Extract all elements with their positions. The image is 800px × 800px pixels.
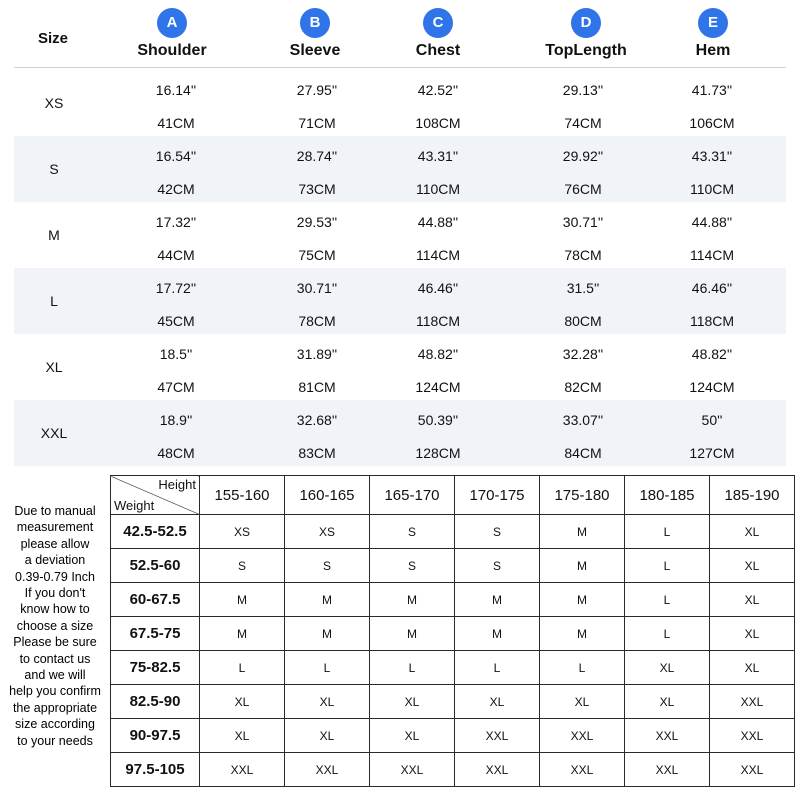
size-cell: M [200,583,285,617]
size-cell: XXL [200,753,285,787]
size-cell: XL [370,719,455,753]
chest-inches: 50.39'' [417,412,459,428]
size-cell: L [625,515,710,549]
size-label: S [49,161,59,177]
size-cell: XS [200,515,285,549]
size-chart [14,0,786,466]
size-cell: XXL [710,719,795,753]
shoulder-inches: 17.72'' [155,280,197,296]
size-cell: M [285,617,370,651]
hem-cm: 106CM [689,115,735,131]
size-recommendation-table [110,475,795,787]
chest-inches: 42.52'' [417,82,459,98]
toplength-cm: 76CM [564,181,602,197]
size-cell: M [370,583,455,617]
toplength-inches: 32.28'' [562,346,604,362]
height-header: 180-185 [625,476,710,515]
size-label: L [50,293,58,309]
height-axis-label: Height [158,477,196,492]
badge-d: D [571,8,601,38]
chest-cm: 128CM [415,445,461,461]
hem-cm: 127CM [689,445,735,461]
sleeve-cm: 78CM [298,313,336,329]
note-line: choose a size [16,618,94,633]
note-line: please allow [20,536,90,551]
sleeve-inches: 28.74'' [296,148,338,164]
weight-label: 60-67.5 [111,583,200,617]
toplength-cm: 78CM [564,247,602,263]
sleeve-cm: 73CM [298,181,336,197]
shoulder-cm: 42CM [157,181,195,197]
badge-a: A [157,8,187,38]
size-cell: XXL [710,753,795,787]
size-cell: M [200,617,285,651]
shoulder-inches: 18.5'' [159,346,193,362]
height-header-row [111,476,795,515]
height-header: 155-160 [200,476,285,515]
size-cell: XL [710,651,795,685]
chest-cm: 124CM [415,379,461,395]
note-line: Please be sure [13,635,97,650]
hem-inches: 50'' [701,412,723,428]
size-cell: XXL [710,685,795,719]
sleeve-cm: 81CM [298,379,336,395]
column-header-shoulder [92,8,252,60]
toplength-inches: 29.92'' [562,148,604,164]
size-cell: XL [285,719,370,753]
note-line: measurement [16,520,94,535]
badge-e: E [698,8,728,38]
size-label: XS [44,95,64,111]
note-line: If you don't [24,586,86,601]
note-line: Due to manual [14,504,96,518]
weight-label: 67.5-75 [111,617,200,651]
weight-label: 75-82.5 [111,651,200,685]
height-header: 170-175 [455,476,540,515]
weight-row [111,753,795,787]
hem-inches: 41.73'' [691,82,733,98]
height-header: 185-190 [710,476,795,515]
size-cell: XL [200,685,285,719]
size-column-header: Size [38,30,69,47]
size-cell: XL [710,617,795,651]
sleeve-inches: 32.68'' [296,412,338,428]
chest-cm: 118CM [415,313,461,329]
size-cell: M [540,515,625,549]
hem-cm: 118CM [689,313,735,329]
size-cell: M [540,549,625,583]
weight-label: 52.5-60 [111,549,200,583]
size-cell: S [455,515,540,549]
height-header: 165-170 [370,476,455,515]
size-cell: XL [540,685,625,719]
size-cell: M [370,617,455,651]
size-cell: XL [710,549,795,583]
size-cell: L [370,651,455,685]
size-cell: M [455,583,540,617]
size-cell: M [285,583,370,617]
column-name: Chest [415,42,461,59]
weight-label: 90-97.5 [111,719,200,753]
toplength-cm: 80CM [564,313,602,329]
weight-row [111,685,795,719]
shoulder-cm: 41CM [157,115,195,131]
weight-row [111,651,795,685]
note-line: know how to [20,602,90,617]
size-cell: S [370,515,455,549]
chest-cm: 110CM [415,181,461,197]
size-cell: L [540,651,625,685]
sleeve-inches: 30.71'' [296,280,338,296]
hem-inches: 48.82'' [691,346,733,362]
size-cell: L [625,583,710,617]
sleeve-inches: 29.53'' [296,214,338,230]
badge-c: C [423,8,453,38]
size-row-xl [14,334,786,400]
size-cell: XL [625,651,710,685]
size-cell: XL [370,685,455,719]
corner-cell [111,476,200,515]
shoulder-cm: 44CM [157,247,195,263]
chest-inches: 46.46'' [417,280,459,296]
height-header: 160-165 [285,476,370,515]
size-cell: S [200,549,285,583]
sleeve-cm: 71CM [298,115,336,131]
hem-inches: 44.88'' [691,214,733,230]
hem-cm: 124CM [689,379,735,395]
chest-inches: 48.82'' [417,346,459,362]
shoulder-inches: 17.32'' [155,214,197,230]
size-cell: XL [710,583,795,617]
column-name: Shoulder [137,42,207,59]
size-cell: XXL [540,719,625,753]
note-line: the appropriate [12,700,98,715]
note-line: a deviation [24,553,86,568]
sleeve-cm: 75CM [298,247,336,263]
column-header-toplength [506,8,666,60]
size-cell: XXL [285,753,370,787]
toplength-inches: 31.5'' [566,280,600,296]
size-cell: XXL [455,719,540,753]
note-line: 0.39-0.79 Inch [15,569,95,584]
column-header-chest [358,8,518,60]
weight-row [111,515,795,549]
size-cell: XXL [370,753,455,787]
size-cell: L [625,617,710,651]
size-cell: XXL [540,753,625,787]
note-line: to contact us [19,651,91,666]
hem-cm: 114CM [689,247,735,263]
sleeve-cm: 83CM [298,445,336,461]
size-row-s [14,136,786,202]
size-cell: L [625,549,710,583]
size-row-l [14,268,786,334]
measurement-note [2,503,108,749]
size-label: XL [45,359,63,375]
note-line: size according [15,717,95,732]
size-cell: L [285,651,370,685]
size-cell: XL [200,719,285,753]
toplength-inches: 30.71'' [562,214,604,230]
size-row-m [14,202,786,268]
size-cell: S [455,549,540,583]
weight-axis-label: Weight [114,498,155,513]
size-cell: XL [285,685,370,719]
size-cell: M [455,617,540,651]
chest-inches: 43.31'' [417,148,459,164]
size-cell: M [540,583,625,617]
size-cell: XXL [455,753,540,787]
weight-row [111,617,795,651]
column-header-hem [653,8,773,60]
sleeve-inches: 27.95'' [296,82,338,98]
size-row-xxl [14,400,786,466]
shoulder-inches: 18.9'' [159,412,193,428]
weight-label: 42.5-52.5 [111,515,200,549]
note-line: help you confirm [9,684,101,699]
size-label: XXL [40,425,68,441]
size-cell: S [370,549,455,583]
toplength-inches: 33.07'' [562,412,604,428]
size-cell: XL [625,685,710,719]
toplength-inches: 29.13'' [562,82,604,98]
column-name: TopLength [545,42,627,59]
size-cell: XL [455,685,540,719]
toplength-cm: 82CM [564,379,602,395]
height-header: 175-180 [540,476,625,515]
chest-cm: 108CM [415,115,461,131]
column-name: Hem [695,42,731,59]
shoulder-cm: 45CM [157,313,195,329]
hem-cm: 110CM [689,181,735,197]
badge-b: B [300,8,330,38]
size-cell: L [200,651,285,685]
weight-label: 82.5-90 [111,685,200,719]
toplength-cm: 74CM [564,115,602,131]
column-name: Sleeve [289,42,341,59]
weight-row [111,549,795,583]
hem-inches: 46.46'' [691,280,733,296]
weight-row [111,583,795,617]
shoulder-inches: 16.54'' [155,148,197,164]
size-row-xs [14,70,786,136]
size-cell: XL [710,515,795,549]
size-cell: XS [285,515,370,549]
size-label: M [48,227,60,243]
shoulder-inches: 16.14'' [155,82,197,98]
weight-row [111,719,795,753]
size-cell: M [540,617,625,651]
size-cell: L [455,651,540,685]
sleeve-inches: 31.89'' [296,346,338,362]
note-line: and we will [24,668,86,683]
shoulder-cm: 48CM [157,445,195,461]
size-cell: XXL [625,719,710,753]
weight-label: 97.5-105 [111,753,200,787]
size-cell: S [285,549,370,583]
chest-cm: 114CM [415,247,461,263]
shoulder-cm: 47CM [157,379,195,395]
size-chart-header [14,0,786,68]
header-divider [14,67,786,68]
toplength-cm: 84CM [564,445,602,461]
size-cell: XXL [625,753,710,787]
chest-inches: 44.88'' [417,214,459,230]
hem-inches: 43.31'' [691,148,733,164]
note-line: to your needs [17,733,93,748]
